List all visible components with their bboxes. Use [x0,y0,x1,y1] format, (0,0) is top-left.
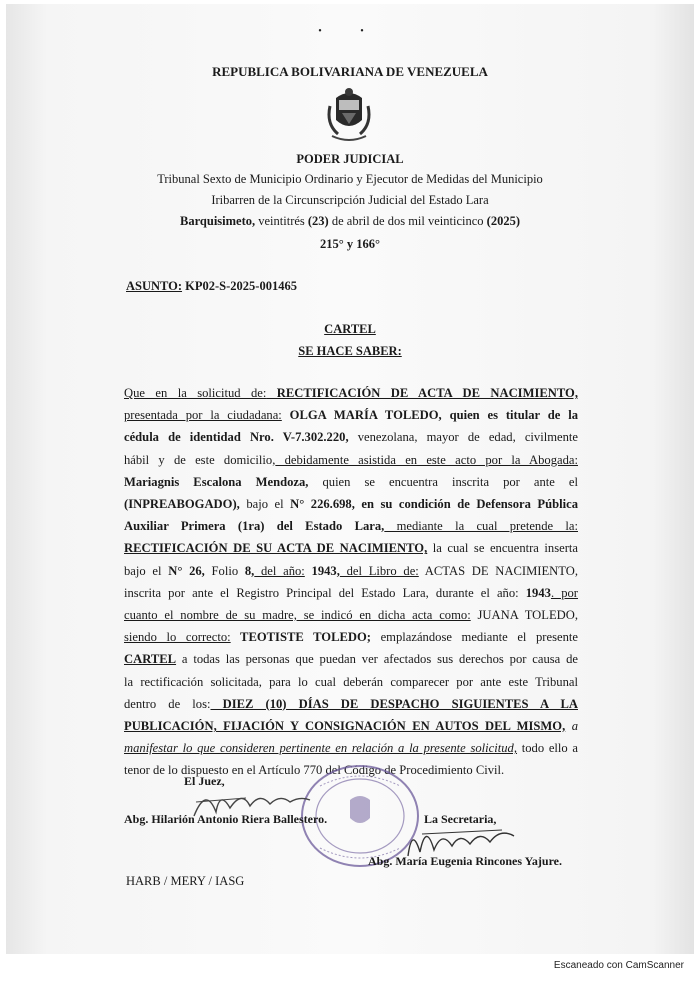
date-city: Barquisimeto, [180,214,256,228]
body-line: RECTIFICACIÓN DE SU ACTA DE NACIMIENTO, la cual se encuentra inserta [124,541,578,556]
date-day: (23) [307,214,329,228]
body-line: (INPREABOGADO), bajo el N° 226.698, en su condición de Defensora Pública [124,497,578,512]
asunto-value: KP02-S-2025-001465 [182,279,297,293]
body-line: inscrita por ante el Registro Principal del Estado Lara, durante el año: 1943. por [124,585,578,600]
body-line: cuanto el nombre de su madre, se indicó en dicha acta como: JUANA TOLEDO, [124,608,578,623]
scanner-watermark: Escaneado con CamScanner [553,960,684,971]
body-line: manifestar lo que consideren pertinente en relación a la presente solicitud, todo ello a [124,741,579,756]
body-line: Mariagnis Escalona Mendoza, quien se encuentra inscrita por ante el [124,474,578,489]
judge-title: El Juez, [184,774,225,788]
secretary-title: La Secretaria, [424,812,497,826]
asunto-line [126,279,297,294]
body-line: la rectificación solicitada, para lo cual deberán comparecer por ante este Tribunal [124,674,578,689]
coat-of-arms-icon [324,86,374,144]
country-heading: REPUBLICA BOLIVARIANA DE VENEZUELA [212,64,488,79]
body-line: hábil y de este domicilio, debidamente asistida en este acto por la Abogada: [124,452,578,467]
court-line-1: Tribunal Sexto de Municipio Ordinario y Ejecutor de Medidas del Municipio [157,172,543,186]
body-line: Auxiliar Primera (1ra) del Estado Lara, mediante la cual pretende la: [124,519,578,534]
initials: HARB / MERY / IASG [126,874,245,888]
body-line: CARTEL a todas las personas que puedan ver afectados sus derechos por causa de [124,652,578,667]
document-page [6,4,694,954]
body-line: siendo lo correcto: TEOTISTE TOLEDO; emplazándose mediante el presente [124,630,578,645]
date-text: veintitrés [255,214,308,228]
years-line: 215° y 166° [320,237,380,251]
secretary-name: Abg. María Eugenia Rincones Yajure. [368,854,563,868]
judge-name: Abg. Hilarión Antonio Riera Ballestero. [124,812,328,826]
body-paragraph [124,382,578,782]
date-line [6,214,694,229]
body-line: dentro de los: DIEZ (10) DÍAS DE DESPACHO SIGUIENTES A LA [124,696,578,711]
body-line: cédula de identidad Nro. V-7.302.220, venezolana, mayor de edad, civilmente [124,430,578,445]
body-line: tenor de lo dispuesto en el Artículo 770 del Código de Procedimiento Civil. [124,763,505,778]
body-line: Que en la solicitud de: RECTIFICACIÓN DE ACTA DE NACIMIENTO, [124,386,578,400]
court-line-2: Iribarren de la Circunscripción Judicial del Estado Lara [211,193,489,207]
body-line: presentada por la ciudadana: OLGA MARÍA TOLEDO, quien es titular de la [124,408,578,423]
cartel-title: CARTEL [324,322,376,336]
top-marks: • • [318,26,382,37]
se-hace-saber-title: SE HACE SABER: [298,344,402,358]
body-line: PUBLICACIÓN, FIJACIÓN Y CONSIGNACIÓN EN AUTOS DEL MISMO, a [124,719,578,734]
asunto-label: ASUNTO: [126,279,183,293]
date-mid: de abril de dos mil veinticinco [328,214,487,228]
branch-heading: PODER JUDICIAL [296,152,404,166]
date-year: (2025) [486,214,520,228]
body-line: bajo el N° 26, Folio 8, del año: 1943, del Libro de: ACTAS DE NACIMIENTO, [124,563,578,578]
